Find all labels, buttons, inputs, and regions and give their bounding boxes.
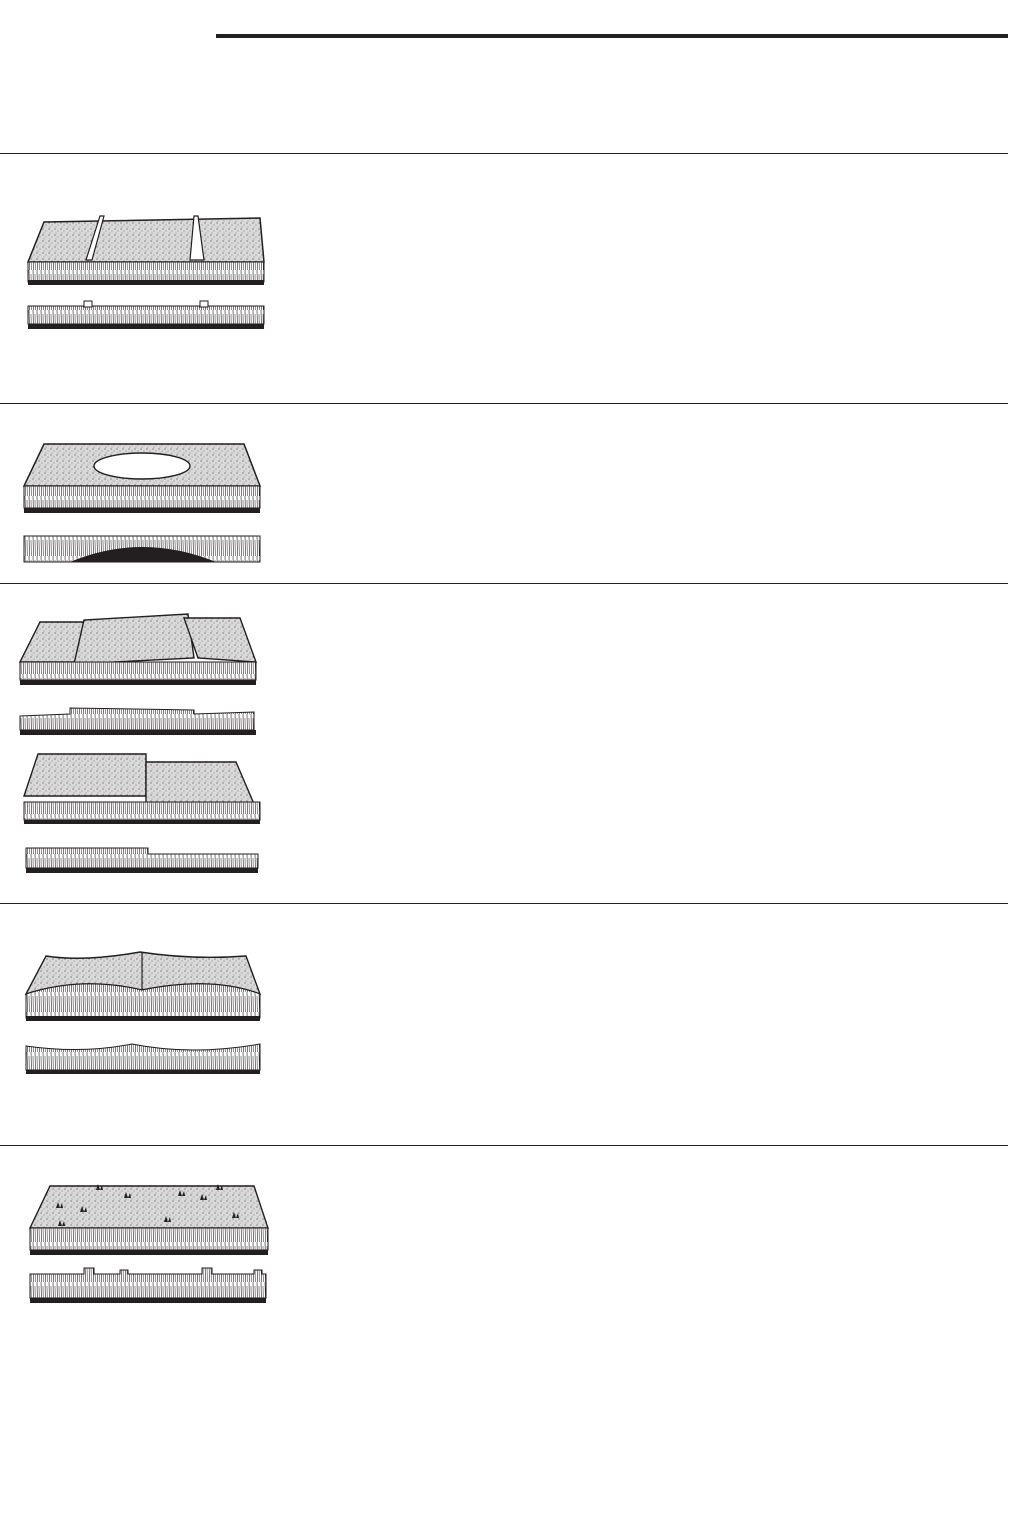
section-divider (0, 153, 1008, 154)
section-divider (0, 1145, 1008, 1146)
turf-uneven-steps-illustration (18, 614, 263, 876)
header-rule (216, 34, 1008, 38)
section-divider (0, 403, 1008, 404)
turf-mound-illustration (20, 436, 265, 566)
turf-strip-grooves-illustration (24, 210, 269, 340)
turf-wavy-illustration (22, 952, 267, 1082)
section-divider (0, 903, 1008, 904)
section-divider (0, 583, 1008, 584)
turf-tufts-illustration (28, 1182, 273, 1307)
